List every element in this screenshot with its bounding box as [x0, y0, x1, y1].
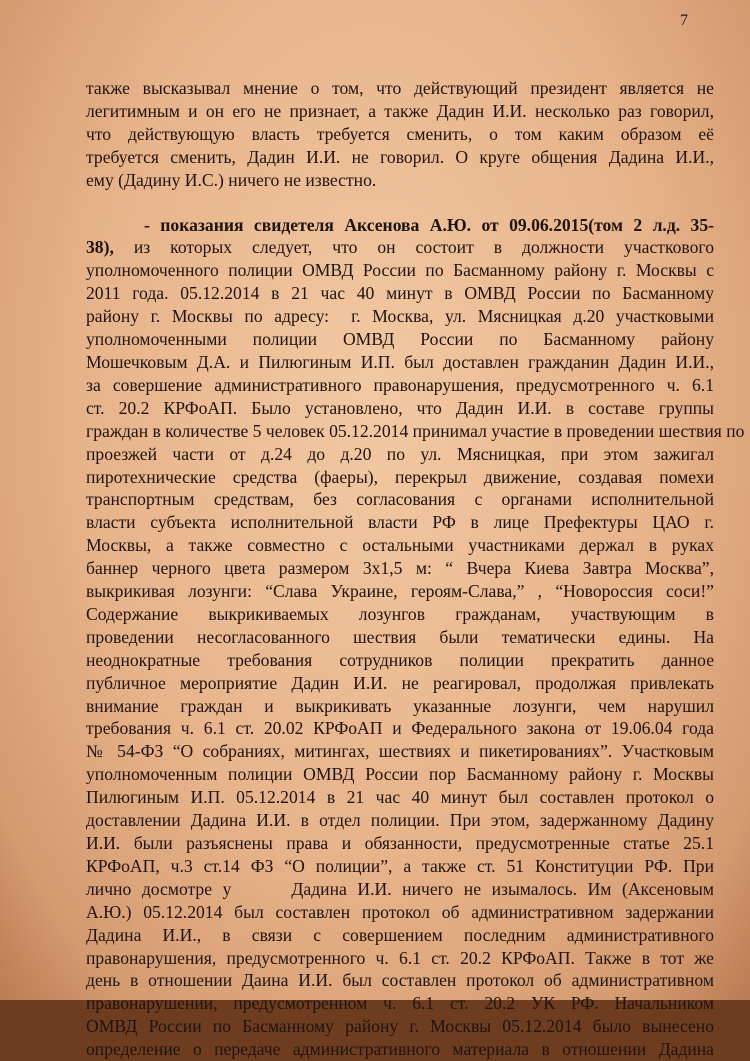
text-line: И.И. были разъяснены права и обязанности, предусмотренные статье 25.1	[86, 833, 714, 853]
document-body	[86, 77, 745, 1061]
text-line	[86, 878, 714, 901]
paragraph-gap	[86, 192, 714, 214]
text-line: ему (Дадину И.С.) ничего не известно.	[86, 169, 377, 190]
text-line: требуется сменить, Дадин И.И. не говорил. О круге общения Дадина И.И.,	[86, 146, 714, 167]
text-line: день в отношении Даина И.И. был составлен протокол об административном	[86, 970, 714, 991]
text-line: за совершение административного правонарушения, предусмотренного ч. 6.1	[86, 374, 714, 395]
text-line: уполномоченными полиции ОМВД России по Басманному району	[86, 329, 714, 350]
text-line: № 54-ФЗ “О собраниях, митингах, шествиях и пикетированиях”. Участковым	[86, 741, 714, 762]
text-line: проведении несогласованного шествия были тематически едины. На	[86, 626, 714, 647]
page-number: 7	[680, 12, 688, 29]
text-line: власти субъекта исполнительной власти РФ в лице Префектуры ЦАО г.	[86, 512, 714, 533]
volume-ref: 38),	[86, 237, 114, 258]
text-line: правонарушении, предусмотренном ч. 6.1 ст. 20.2 УК РФ. Начальником	[86, 993, 714, 1014]
text-line: баннер черного цвета размером 3х1,5 м: “ Вчера Киева Завтра Москва”,	[86, 558, 714, 579]
text-line: внимание граждан и выкрикивать указанные лозунги, чем нарушил	[86, 695, 714, 716]
text-line: А.Ю.) 05.12.2014 был составлен протокол об административном задержании	[86, 901, 714, 922]
text-line: уполномоченного полиции ОМВД России по Басманному району г. Москвы с	[86, 260, 714, 281]
text-line	[86, 236, 714, 259]
text-line: Дадина И.И., в связи с совершением последним административного	[86, 924, 714, 945]
text-line: выкрикивая лозунги: “Слава Украине, героям-Слава,” , “Новороссия соси!”	[86, 581, 714, 602]
text-line: доставлении Дадина И.И. в отдел полиции. При этом, задержанному Дадину	[86, 810, 714, 831]
text-line: неоднократные требования сотрудников полиции прекратить данное	[86, 649, 714, 670]
text-line: Содержание выкрикиваемых лозунгов гражданам, участвующим в	[86, 603, 714, 624]
text-line: публичное мероприятие Дадин И.И. не реагировал, продолжая привлекать	[86, 672, 714, 693]
text-span: району г. Москвы по адресу:	[86, 306, 330, 327]
text-line: требования ч. 6.1 ст. 20.02 КРФоАП и Федерального закона от 19.06.04 года	[86, 718, 714, 739]
text-span: г. Москва, ул. Мясницкая д.20 участковыми	[351, 306, 714, 327]
text-line: 2011 года. 05.12.2014 в 21 час 40 минут в ОМВД России по Басманному	[86, 283, 714, 304]
text-line: граждан в количестве 5 человек 05.12.2014 принимал участие в проведении шествия по	[86, 420, 745, 441]
text-line	[86, 305, 714, 328]
text-line: транспортным средствам, без согласования с органами исполнительной	[86, 489, 714, 510]
text-line: ст. 20.2 КРФоАП. Было установлено, что Дадин И.И. в составе группы	[86, 397, 714, 418]
text-line: что действующую власть требуется сменить, о том каким образом её	[86, 123, 714, 144]
text-line: легитимным и он его не признает, а также Дадин И.И. несколько раз говорил,	[86, 100, 714, 121]
text-line: ОМВД России по Басманному району г. Москвы 05.12.2014 было вынесено	[86, 1016, 714, 1037]
text-line: определение о передаче административного материала в отношении Дадина	[86, 1039, 714, 1060]
text-line: пиротехнические средства (фаеры), перекрыл движение, создавая помехи	[86, 466, 714, 487]
text-span: Дадина И.И. ничего не изымалось. Им (Аксеновым	[291, 878, 714, 899]
text-line: Мошечковым Д.А. и Пилюгиным И.П. был доставлен гражданин Дадин И.И.,	[86, 351, 714, 372]
text-line: проезжей части от д.24 до д.20 по ул. Мясницкая, при этом зажигал	[86, 443, 714, 464]
text-span: лично досмотре у	[86, 878, 232, 899]
text-line: также высказывал мнение о том, что действующий президент является не	[86, 78, 714, 98]
witness-heading: - показания свидетеля Аксенова А.Ю. от 09.06.2015(том 2 л.д. 35-	[144, 214, 714, 235]
text-line: КРФоАП, ч.3 ст.14 ФЗ “О полиции”, а также ст. 51 Конституции РФ. При	[86, 855, 714, 876]
text-line: правонарушения, предусмотренного ч. 6.1 ст. 20.2 КРФоАП. Также в тот же	[86, 947, 714, 968]
text-line: Пилюгиным И.П. 05.12.2014 в 21 час 40 минут был составлен протокол о	[86, 787, 714, 808]
text-span: из которых следует, что он состоит в должности участкового	[113, 237, 714, 258]
text-line: уполномоченным полиции ОМВД России пор Басманному району г. Москвы	[86, 764, 714, 785]
text-line: Москвы, а также совместно с остальными участниками держал в руках	[86, 535, 714, 556]
